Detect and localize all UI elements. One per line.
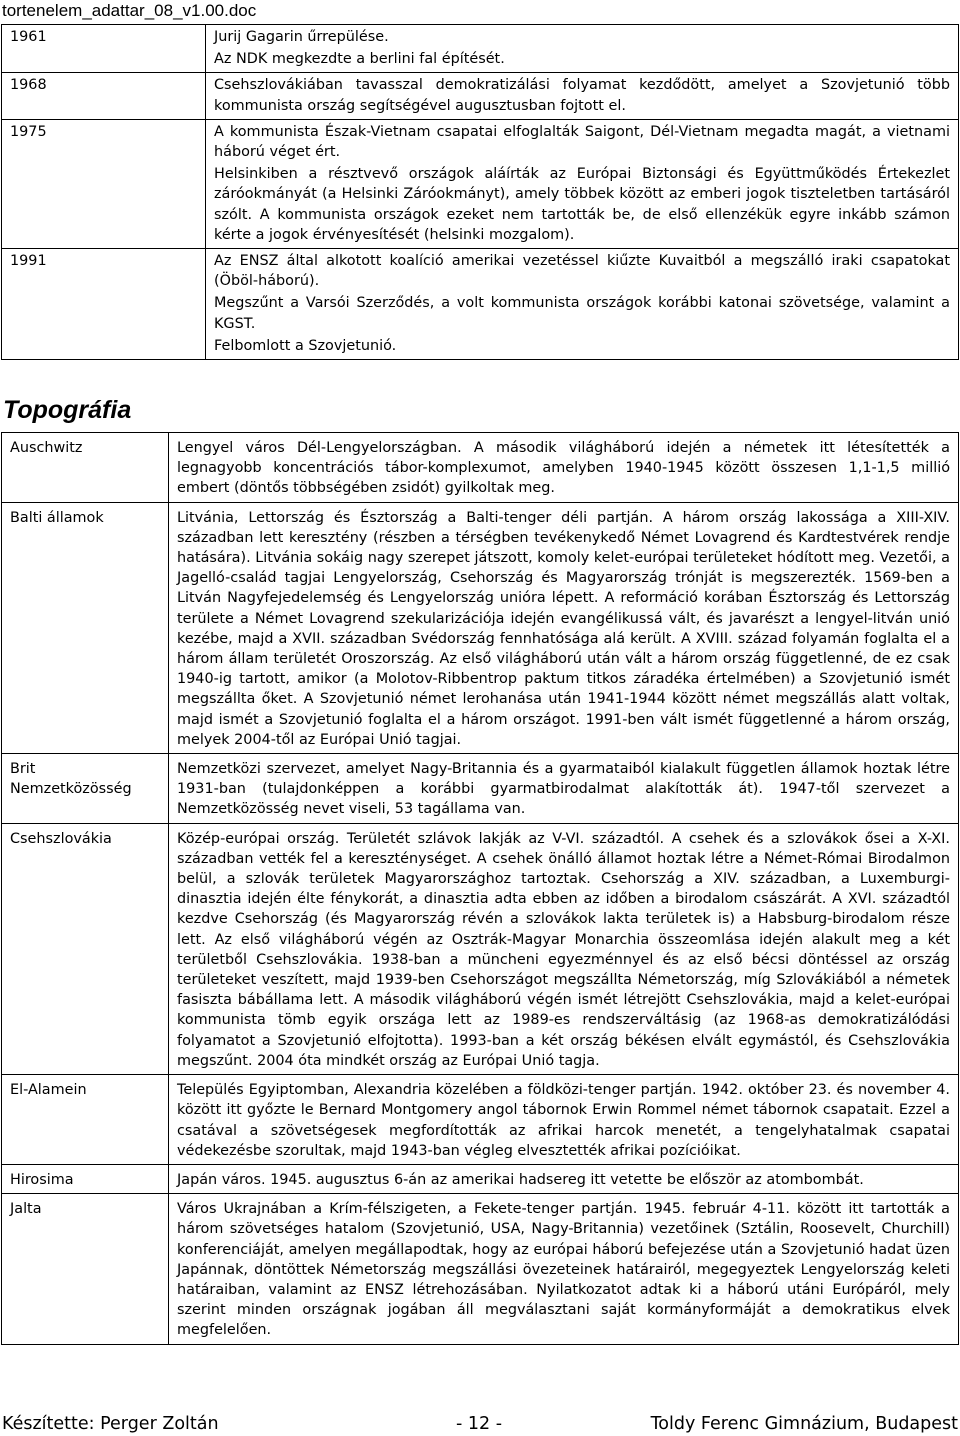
event-paragraph: Helsinkiben a résztvevő országok aláírták az Európai Biztonsági és Együttműködés Értekezlet záróokmányát (a Helsinki Záróokmányt), amely többek között az emberi jogok tiszteletben tartásáról szólt. A kommunista országok ezeket nem tartották be, de első ellenzékük egyre inkább számon kérte a jogok érvényesítését (helsinki mozgalom). xyxy=(214,166,950,243)
place-description xyxy=(169,1075,959,1165)
topography-row xyxy=(2,433,959,503)
event-paragraph: Felbomlott a Szovjetunió. xyxy=(214,337,397,354)
place-text: Nemzetközi szervezet, amelyet Nagy-Britannia és a gyarmataiból kialakult független államok hoztak létre 1931-ban (tulajdonképpen a korábbi gyarmatbirodalmat alakították át). 1947-től szervezet a Nemzetközösség nevet viseli, 53 tagállama van. xyxy=(177,761,950,818)
place-name: Csehszlovákia xyxy=(2,823,169,1074)
page-footer xyxy=(0,1412,958,1436)
event-row xyxy=(2,73,959,119)
place-text: Japán város. 1945. augusztus 6-án az amerikai hadsereg itt vetette be először az atombombát. xyxy=(177,1171,864,1188)
place-text: Közép-európai ország. Területét szlávok lakják az V-VI. századtól. A csehek és a szlovákok ősei a X-XI. században vették fel a kereszténységet. A csehek önálló államot hoztak létre a Német-Római Birodalmon belül, a szlovák területek Magyarországhoz tartoztak. Csehország a XIV. században, a Luxemburgi-dinasztia idején élte fénykorát, a dinasztia adta ebben az időben a birodalom császárát. A XVI. századtól kezdve Csehország (és Magyarország révén a szlovákok lakta területek is) a Habsburg-birodalom része lett. Az első világháború végén az Osztrák-Magyar Monarchia összeomlása idején alakult meg a két területből Csehszlovákia. 1938-ban a müncheni egyezménnyel és az első bécsi döntéssel az ország területeket veszített, majd 1939-ben Csehországot megszállta Németország, míg Szlovákiából a németek fasiszta bábállama lett. A második világháború végén ismét létrejött Csehszlovákia, majd a kelet-európai kommunista tömb egyik országa lett az 1989-es rendszerváltásig (az 1968-as demokratizálódási folyamatot a Szovjetunió elfojtotta). 1993-ban a két ország békésen elvált egymástól, és Csehszlovákia megszűnt. 2004 óta mindkét ország az Európai Unió tagja. xyxy=(177,830,950,1069)
footer-page-number: - 12 - xyxy=(455,1414,503,1434)
place-description xyxy=(169,823,959,1074)
topography-table xyxy=(1,432,959,1345)
topography-row xyxy=(2,823,959,1074)
event-paragraph: Csehszlovákiában tavasszal demokratizálási folyamat kezdődött, amelyet a Szovjetunió több kommunista ország segítségével augusztusban fojtott el. xyxy=(214,77,950,114)
place-text: Litvánia, Lettország és Észtország a Balti-tenger déli partján. A három ország lakossága a XIII-XIV. században lett keresztény (részben a térségben tevékenykedő Német Lovagrend és Kardtestvérek rendje hatására). Litvánia sokáig nagy szerepet játszott, komoly kelet-európai területeket hódított meg. Vezetői, a Jagelló-család tagjai Lengyelország, Csehország és Magyarország trónját is megszerezték. 1569-ben a Litván Nagyfejedelemség és Lengyelország unióra lépett. A reformáció korában Észtország és Lettország területe a Német Lovagrend szekularizációja idején evangélikussá vált, és javarészt a lengyel-litván unió kezébe, majd a XVII. században Svédország fennhatósága alá került. A XVIII. század folyamán foglalta el a három állam területét Oroszország. Az első világháború után vált a három ország függetlenné, de ez csak 1940-ig tartott, amikor (a Molotov-Ribbentrop paktum titkos záradéka értelmében) a Szovjetunió ismét megszállta őket. A Szovjetunió német lerohanása után 1941-1944 között német megszállás alatt voltak, majd ismét a Szovjetunió foglalta el a három országot. 1991-ben vált ismét függetlenné a három ország, melyek 2004-től az Európai Unió tagjai. xyxy=(177,509,950,748)
topography-row xyxy=(2,1194,959,1344)
place-description xyxy=(169,502,959,753)
section-heading: Topográfia xyxy=(3,396,132,424)
place-text: Lengyel város Dél-Lengyelországban. A második világháború idején a németek itt létesítették a legnagyobb koncentrációs tábor-komplexumot, amelyben 1940-1945 között összesen 1,1-1,5 millió embert (döntős többségében zsidót) gyilkoltak meg. xyxy=(177,440,950,497)
event-row xyxy=(2,249,959,360)
place-text: Település Egyiptomban, Alexandria közelében a földközi-tenger partján. 1942. október 23. és november 4. között itt győzte le Bernard Montgomery angol tábornok Erwin Rommel német tábornok csapatait. Ezzel a csatával a szövetségesek megfordították az afrikai harcok menetét, a tengelyhatalmak csapatai védekezésbe szorultak, majd 1943-ban végleg elvesztették afrikai pozícióikat. xyxy=(177,1082,950,1159)
event-year: 1975 xyxy=(2,119,206,248)
topography-row xyxy=(2,1164,959,1193)
event-paragraph: Az ENSZ által alkotott koalíció amerikai vezetéssel kiűzte Kuvaitból a megszálló iraki csapatokat (Öböl-háború). xyxy=(214,253,950,290)
event-paragraph: Megszűnt a Varsói Szerződés, a volt kommunista országok korábbi katonai szövetsége, valamint a KGST. xyxy=(214,295,950,332)
event-paragraph: A kommunista Észak-Vietnam csapatai elfoglalták Saigont, Dél-Vietnam megadta magát, a vietnami háború véget ért. xyxy=(214,123,950,161)
place-name: Auschwitz xyxy=(2,433,169,503)
place-name: Hirosima xyxy=(2,1164,169,1193)
place-description xyxy=(169,1164,959,1193)
place-description xyxy=(169,1194,959,1344)
events-table xyxy=(1,24,959,360)
event-row xyxy=(2,25,959,73)
event-year: 1961 xyxy=(2,25,206,73)
event-year: 1991 xyxy=(2,249,206,360)
place-name: Jalta xyxy=(2,1194,169,1344)
place-name: Balti államok xyxy=(2,502,169,753)
event-description xyxy=(206,25,959,73)
footer-author: Készítette: Perger Zoltán xyxy=(2,1414,219,1434)
topography-row xyxy=(2,502,959,753)
footer-school: Toldy Ferenc Gimnázium, Budapest xyxy=(650,1414,958,1434)
event-paragraph: Jurij Gagarin űrrepülése. xyxy=(214,29,389,45)
place-name: Brit Nemzetközösség xyxy=(2,754,169,824)
event-paragraph: Az NDK megkezdte a berlini fal építését. xyxy=(214,51,505,68)
place-text: Város Ukrajnában a Krím-félszigeten, a Fekete-tenger partján. 1945. február 4-11. között itt tartották a három szövetséges hatalom (Szovjetunió, USA, Nagy-Britannia) vezetőinek (Sztálin, Roosevelt, Churchill) konferenciáját, amelyen megállapodtak, hogy az európai háború befejezése után a Szovjetunió hadat üzen Japánnak, döntöttek Németország megszállási övezeteinek határairól, megegyeztek Lengyelország keleti határaiban, valamint az ENSZ létrehozásában. Nyilatkozatot adtak ki a háború utáni Európáról, mely szerint minden országnak jogában áll megválasztani saját kormányformáját a demokratikus elvek megfelelően. xyxy=(177,1201,950,1339)
place-description xyxy=(169,754,959,824)
topography-row xyxy=(2,754,959,824)
event-row xyxy=(2,119,959,248)
document-title: tortenelem_adattar_08_v1.00.doc xyxy=(2,1,257,20)
event-description xyxy=(206,73,959,119)
event-description xyxy=(206,249,959,360)
topography-row xyxy=(2,1075,959,1165)
place-description xyxy=(169,433,959,503)
event-year: 1968 xyxy=(2,73,206,119)
place-name: El-Alamein xyxy=(2,1075,169,1165)
event-description xyxy=(206,119,959,248)
